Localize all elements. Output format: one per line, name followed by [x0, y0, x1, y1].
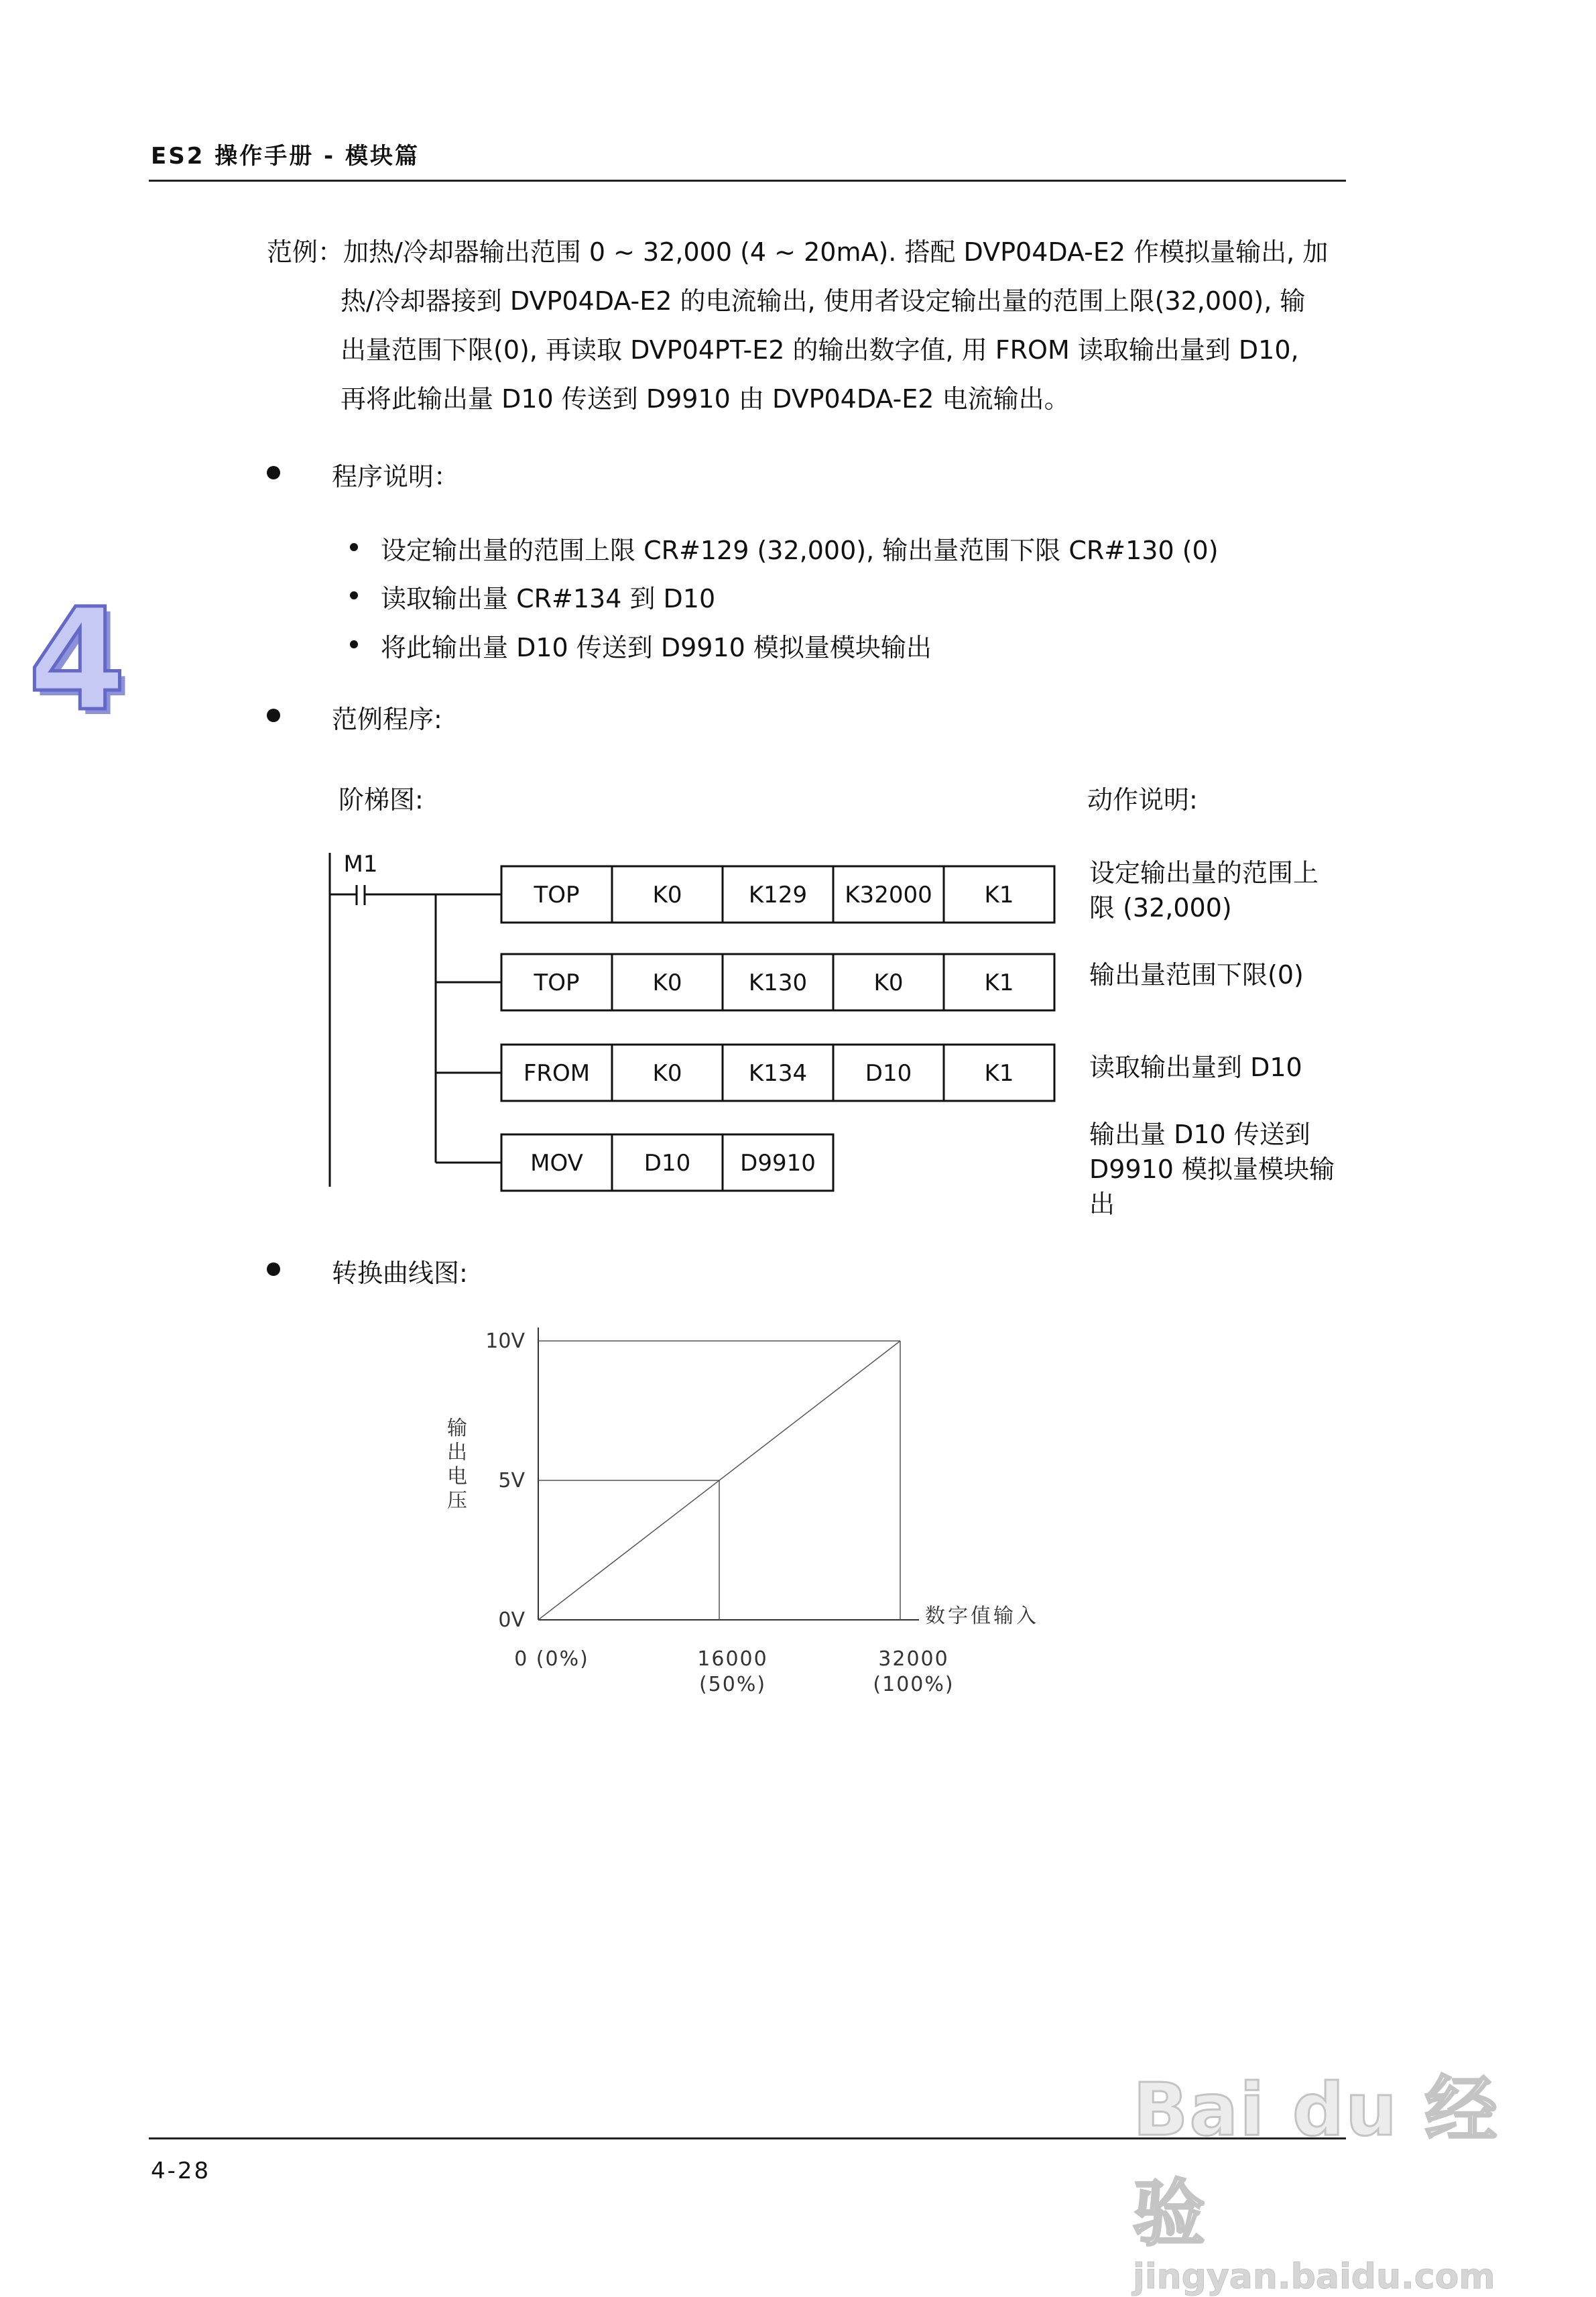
contact-label: M1 [343, 851, 378, 878]
ladder-label: 阶梯图: [339, 785, 424, 815]
instruction-operand: D9910 [740, 1150, 816, 1177]
instruction-operand: K32000 [845, 882, 932, 908]
description-item: 将此输出量 D10 传送到 D9910 模拟量模块输出 [381, 633, 932, 662]
instruction-operand: TOP [534, 882, 580, 908]
example-line: 出量范围下限(0), 再读取 DVP04PT-E2 的输出数字值, 用 FROM 读取输出量到 D10, [341, 335, 1299, 365]
watermark-url: jingyan.baidu.com [1133, 2257, 1495, 2297]
x-tick-sublabel: (50%) [698, 1673, 767, 1696]
instruction-operand: K0 [652, 1060, 682, 1087]
x-tick-label: 32000 [878, 1647, 949, 1671]
example-line: 热/冷却器接到 DVP04DA-E2 的电流输出, 使用者设定输出量的范围上限(32,000), 输 [341, 286, 1306, 316]
instruction-operand: K134 [748, 1060, 808, 1087]
y-tick-label: 10V [485, 1330, 525, 1353]
action-line: 限 (32,000) [1089, 893, 1232, 923]
example-line: 范例：加热/冷却器输出范围 0 ~ 32,000 (4 ~ 20mA). 搭配 DVP04DA-E2 作模拟量输出, 加 [267, 237, 1329, 267]
action-line: 设定输出量的范围上 [1089, 858, 1319, 888]
program-description-heading: 程序说明： [332, 462, 460, 491]
instruction-operand: K0 [873, 969, 904, 996]
ladder-diagram [322, 838, 1072, 1200]
action-description [1089, 1050, 1302, 1085]
instruction-operand: K0 [652, 969, 682, 996]
action-description [1089, 856, 1318, 925]
sub-bullet-icon [350, 543, 358, 551]
header-title: ES2 操作手册 - 模块篇 [151, 143, 420, 170]
page-number: 4-28 [151, 2158, 211, 2184]
header-divider [149, 180, 1346, 182]
x-tick-sublabel: (100%) [873, 1673, 955, 1696]
instruction-operand: K0 [652, 882, 682, 908]
instruction-operand: D10 [865, 1060, 912, 1087]
description-item: 读取输出量 CR#134 到 D10 [381, 584, 716, 613]
action-description [1089, 1117, 1335, 1222]
instruction-operand: K129 [748, 882, 808, 908]
y-axis-label: 输出电压 [447, 1417, 467, 1513]
bullet-icon [267, 466, 280, 479]
conversion-chart [429, 1307, 1072, 1723]
bullet-icon [267, 1262, 280, 1276]
instruction-operand: K1 [984, 969, 1014, 996]
instruction-operand: K130 [748, 969, 808, 996]
sub-bullet-icon [350, 640, 358, 648]
x-tick-label: 0 (0%) [514, 1647, 589, 1671]
instruction-operand: K1 [984, 1060, 1014, 1087]
example-line: 再将此输出量 D10 传送到 D9910 由 DVP04DA-E2 电流输出。 [341, 384, 1070, 414]
y-tick-label: 5V [498, 1469, 525, 1492]
x-tick-label: 16000 [697, 1647, 768, 1671]
action-line: 读取输出量到 D10 [1089, 1053, 1302, 1082]
example-paragraph [267, 228, 1339, 424]
conversion-heading: 转换曲线图: [332, 1258, 468, 1288]
instruction-operand: TOP [534, 969, 580, 996]
watermark-logo [1133, 2052, 1508, 2297]
x-axis-label: 数字值输入 [925, 1604, 1039, 1628]
bullet-icon [267, 709, 280, 722]
y-tick-label: 0V [498, 1608, 525, 1632]
instruction-operand: MOV [530, 1150, 583, 1177]
instruction-operand: K1 [984, 882, 1014, 908]
watermark-brand: Bai du 经验 [1133, 2068, 1499, 2256]
action-description [1089, 957, 1304, 992]
example-program-heading: 范例程序: [332, 705, 442, 734]
instruction-operand: FROM [523, 1060, 591, 1087]
action-label: 动作说明: [1087, 785, 1198, 815]
action-line: D9910 模拟量模块输 [1089, 1155, 1335, 1184]
action-line: 输出量 D10 传送到 [1089, 1120, 1310, 1149]
sub-bullet-icon [350, 591, 358, 599]
instruction-operand: D10 [643, 1150, 691, 1177]
action-line: 输出量范围下限(0) [1089, 960, 1304, 990]
chapter-number: 4 [28, 578, 127, 742]
description-item: 设定输出量的范围上限 CR#129 (32,000), 输出量范围下限 CR#130 (0) [381, 536, 1219, 565]
action-line: 出 [1089, 1189, 1115, 1219]
